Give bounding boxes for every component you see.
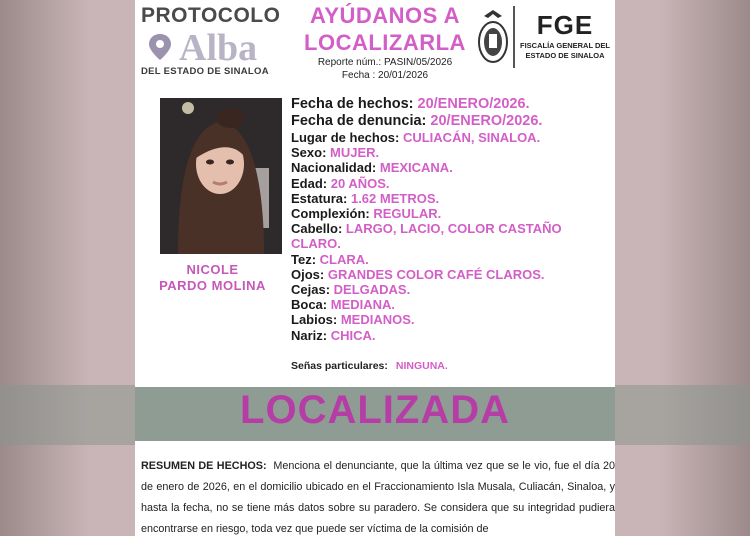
person-name — [135, 262, 290, 294]
detail-row — [291, 160, 611, 175]
facts-summary-label: RESUMEN DE HECHOS: — [141, 460, 267, 472]
detail-row — [291, 191, 611, 206]
facts-summary — [141, 456, 615, 536]
detail-value: MEDIANOS. — [340, 312, 415, 328]
detail-row — [291, 267, 611, 282]
detail-label: Edad: — [291, 175, 331, 191]
detail-label: Labios: — [291, 312, 341, 328]
detail-row — [291, 96, 611, 113]
detail-value: 20 AÑOS. — [330, 175, 390, 191]
detail-row — [291, 113, 611, 130]
facts-summary-text: Menciona el denunciante, que la última vez que se le vio, fue el día 20 de enero de 2026, en el domicilio ubicado en el Fraccionamiento Isla Musala, Culiacán, Sinaloa, y hasta la fecha, no se tiene más datos sobre su paradero. Se considera que su integridad pudiera encontrarse en riesgo, toda vez que puede ser víctima de la comisión de — [141, 460, 615, 535]
report-date: Fecha : 20/01/2026 — [341, 70, 429, 81]
bulletin-header — [135, 0, 615, 88]
status-located-label: LOCALIZADA — [240, 388, 510, 432]
detail-row — [291, 145, 611, 160]
detail-label: Ojos: — [291, 266, 328, 282]
detail-value: CHICA. — [330, 327, 376, 343]
detail-row — [291, 328, 611, 343]
detail-label: Tez: — [291, 251, 320, 267]
detail-label: Boca: — [291, 297, 331, 313]
detail-value: CULIACÁN, SINALOA. — [402, 130, 541, 145]
person-photo-illustration — [160, 98, 282, 254]
detail-row — [291, 312, 611, 327]
detail-value: MUJER. — [330, 145, 380, 161]
missing-person-bulletin — [135, 0, 615, 536]
detail-label: Fecha de denuncia: — [291, 113, 431, 129]
detail-label: Complexión: — [291, 206, 374, 222]
detail-value: 20/ENERO/2026. — [430, 113, 543, 129]
detail-value: REGULAR. — [373, 206, 442, 222]
detail-label: Nariz: — [291, 327, 331, 343]
person-name-line-1: NICOLE — [186, 262, 239, 277]
detail-label: Sexo: — [291, 145, 331, 161]
detail-label: Estatura: — [291, 190, 351, 206]
detail-value: MEDIANA. — [330, 297, 396, 313]
title-line-1: AYÚDANOS A — [309, 3, 461, 28]
alba-logo-sub: DEL ESTADO DE SINALOA — [141, 66, 269, 77]
detail-label: Nacionalidad: — [291, 160, 380, 176]
detail-row — [291, 206, 611, 221]
detail-label: Cejas: — [291, 282, 334, 298]
detail-value: LARGO, LACIO, COLOR CASTAÑO CLARO. — [291, 221, 562, 252]
bulletin-title — [295, 2, 475, 82]
fge-logo-line-2: ESTADO DE SINALOA — [525, 51, 605, 60]
detail-value: MEXICANA. — [379, 160, 453, 176]
state-seal-icon — [476, 6, 510, 70]
detail-row — [291, 252, 611, 267]
report-number: Reporte núm.: PASIN/05/2026 — [317, 57, 453, 68]
alba-logo-top: PROTOCOLO — [141, 4, 281, 27]
detail-row — [291, 221, 611, 251]
detail-row — [291, 282, 611, 297]
detail-value: 20/ENERO/2026. — [417, 96, 530, 112]
detail-label: Lugar de hechos: — [291, 130, 403, 145]
detail-row — [291, 130, 611, 145]
fge-logo-text: FGE — [536, 10, 594, 40]
detail-row — [291, 297, 611, 312]
detail-value: DELGADAS. — [333, 282, 411, 298]
person-name-line-2: PARDO MOLINA — [159, 278, 266, 293]
distinguishing-marks-label: Señas particulares: — [291, 360, 388, 372]
person-details — [291, 96, 611, 343]
alba-logo-main: Alba — [179, 27, 258, 69]
distinguishing-marks — [291, 360, 448, 372]
fge-logo — [513, 6, 615, 68]
protocolo-alba-logo — [135, 2, 297, 82]
title-line-2: LOCALIZARLA — [304, 30, 466, 55]
map-pin-icon — [143, 32, 177, 62]
detail-row — [291, 176, 611, 191]
fge-logo-line-1: FISCALÍA GENERAL DEL — [519, 41, 610, 50]
detail-value: GRANDES COLOR CAFÉ CLAROS. — [327, 266, 545, 282]
distinguishing-marks-value: NINGUNA. — [395, 360, 448, 372]
detail-value: CLARA. — [319, 251, 369, 267]
detail-label: Fecha de hechos: — [291, 96, 418, 112]
detail-value: 1.62 METROS. — [350, 190, 440, 206]
person-photo — [160, 98, 282, 254]
detail-label: Cabello: — [291, 221, 346, 237]
